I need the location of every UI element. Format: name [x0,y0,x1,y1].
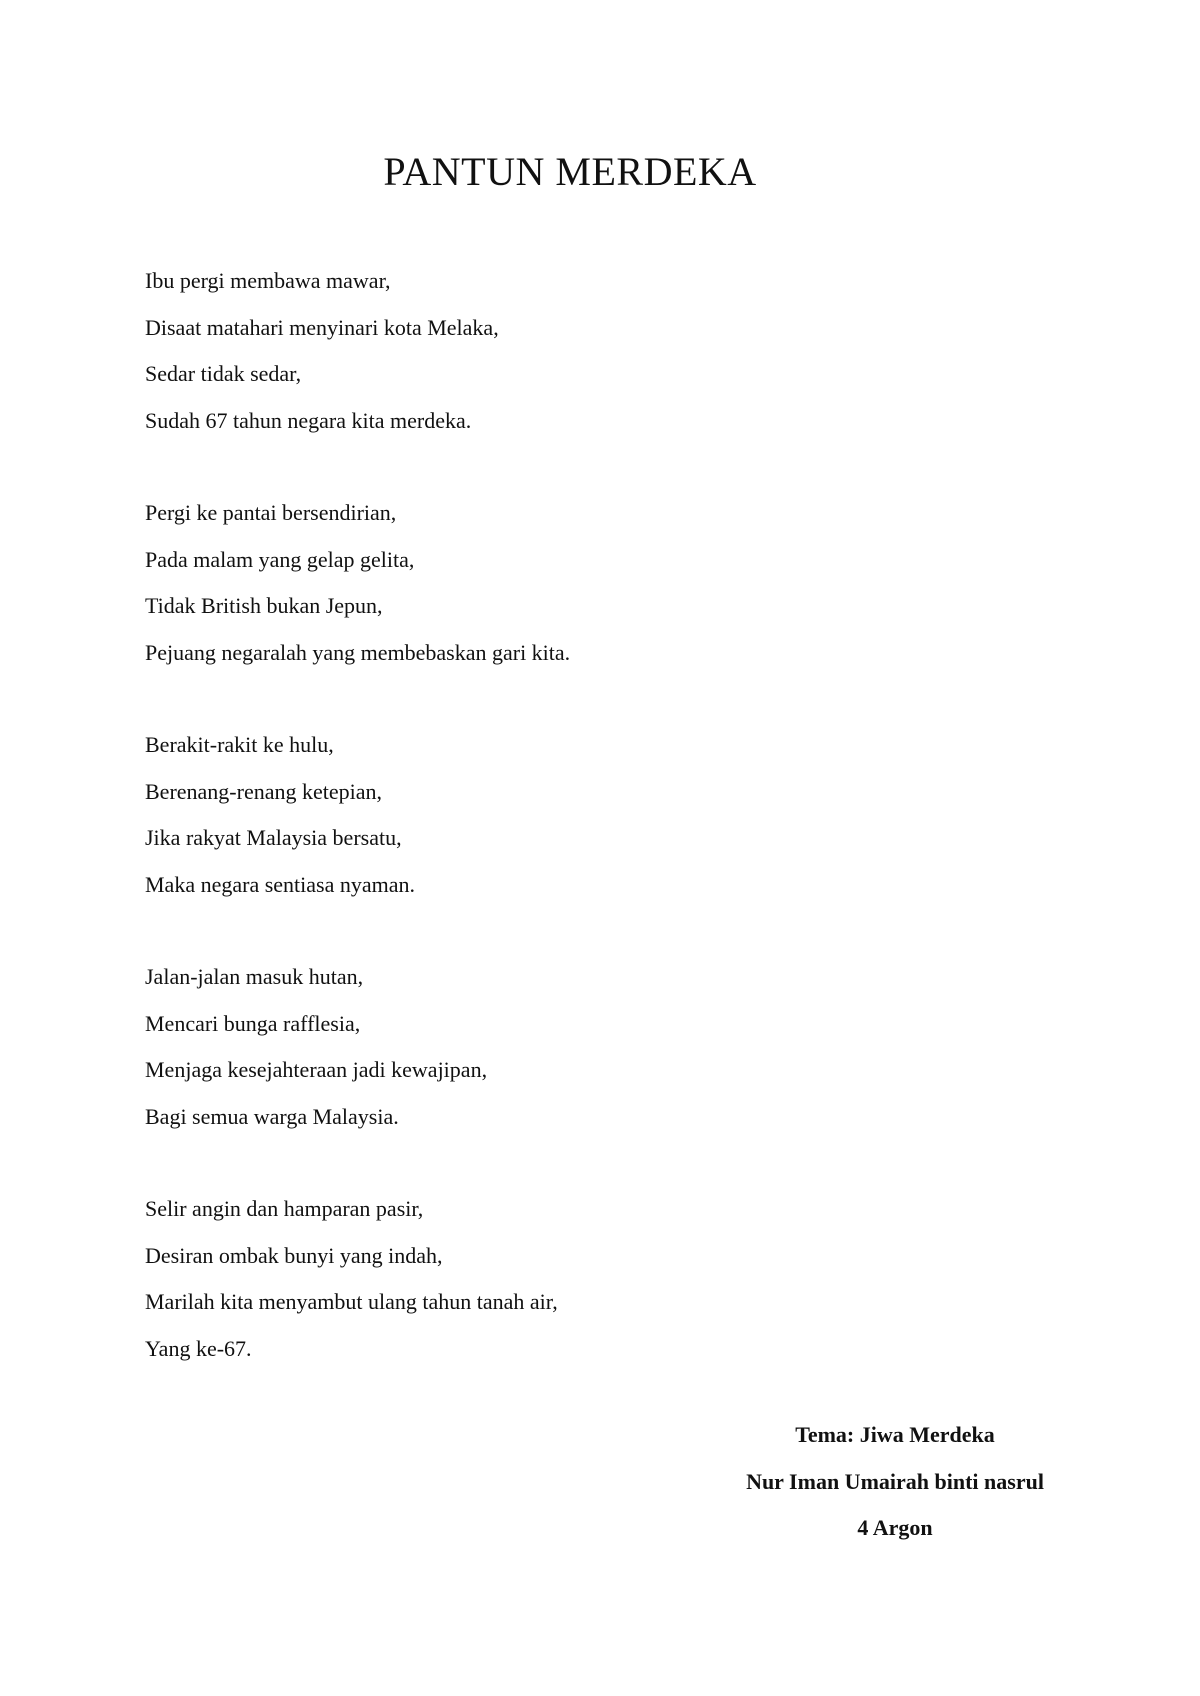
poem-body [145,258,1045,1418]
poem-line: Berenang-renang ketepian, [145,778,382,804]
poem-line: Menjaga kesejahteraan jadi kewajipan, [145,1057,488,1082]
stanza-1 [145,258,1045,444]
poem-line: Sudah 67 tahun negara kita merdeka. [145,407,472,433]
poem-line: Ibu pergi membawa mawar, [145,268,391,293]
poem-line: Maka negara sentiasa nyaman. [145,871,415,897]
author-class: 4 Argon [857,1515,933,1540]
poem-line: Selir angin dan hamparan pasir, [145,1196,424,1221]
poem-line: Pergi ke pantai bersendirian, [145,500,397,525]
poem-line: Sedar tidak sedar, [145,361,302,386]
poem-line: Desiran ombak bunyi yang indah, [145,1242,443,1268]
stanza-5 [145,1186,1045,1372]
poem-line: Mencari bunga rafflesia, [145,1010,361,1036]
poem-line: Yang ke-67. [145,1335,252,1361]
poem-line: Jalan-jalan masuk hutan, [145,964,364,989]
poem-line: Pada malam yang gelap gelita, [145,546,415,572]
stanza-4 [145,954,1045,1140]
poem-line: Bagi semua warga Malaysia. [145,1103,399,1129]
poem-line: Jika rakyat Malaysia bersatu, [145,825,402,850]
poem-line: Tidak British bukan Jepun, [145,593,383,618]
poem-line: Berakit-rakit ke hulu, [145,732,334,757]
poem-line: Marilah kita menyambut ulang tahun tanah air, [145,1289,558,1314]
poem-line: Pejuang negaralah yang membebaskan gari kita. [145,639,571,665]
author-credits [700,1412,1090,1552]
poem-line: Disaat matahari menyinari kota Melaka, [145,314,499,340]
author-name: Nur Iman Umairah binti nasrul [746,1468,1044,1494]
stanza-2 [145,490,1045,676]
poem-title: PANTUN MERDEKA [383,149,757,194]
poem-theme: Tema: Jiwa Merdeka [795,1422,995,1447]
stanza-3 [145,722,1045,908]
